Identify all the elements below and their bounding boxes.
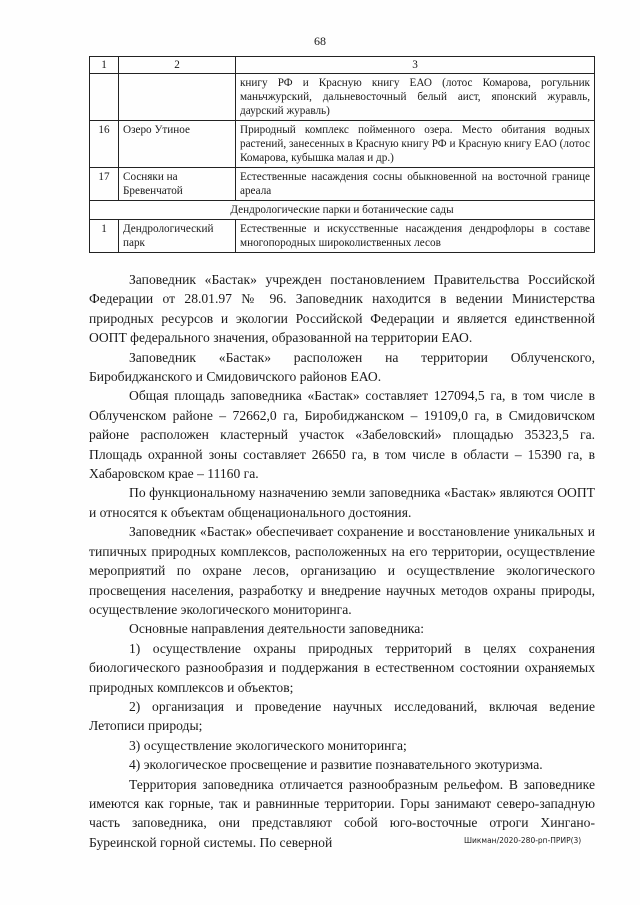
page-number: 68 (314, 34, 326, 48)
row-name: Озеро Утиное (119, 121, 236, 168)
header-col-2: 2 (119, 57, 236, 74)
row-number: 16 (90, 121, 119, 168)
table-row (90, 220, 595, 253)
section-row (90, 201, 595, 220)
row-number: 17 (90, 168, 119, 201)
paragraph: Общая площадь заповедника «Бастак» составляет 127094,5 га, в том числе в Облученском районе – 72662,0 га, Биробиджанском – 19109,0 га, в Смидовичском районе расположен кластерный участок «Забеловский» площадью 35323,5 га. Площадь охранной зоны составляет 26650 га, в том числе в области – 15390 га, в Хабаровском крае – 11160 га. (89, 388, 595, 482)
paragraph: Основные направления деятельности заповедника: (129, 621, 425, 637)
table-row (90, 121, 595, 168)
list-item: 3) осуществление экологического мониторинга; (129, 737, 407, 753)
section-title: Дендрологические парки и ботанические сады (90, 201, 595, 220)
row-number: 1 (90, 220, 119, 253)
body-text (89, 270, 595, 852)
row-description: Природный комплекс пойменного озера. Место обитания водных растений, занесенных в Красную книгу РФ и Красную книгу ЕАО (лотос Комарова, кубышка малая и др.) (236, 121, 595, 168)
header-col-1: 1 (90, 57, 119, 74)
continuation-cell: книгу РФ и Красную книгу ЕАО (лотос Комарова, рогульник маньчжурский, дальневосточный белый аист, японский журавль, даурский журавль) (236, 74, 595, 121)
list-item: 4) экологическое просвещение и развитие познавательного экотуризма. (129, 757, 543, 773)
row-description: Естественные насаждения сосны обыкновенной на восточной границе ареала (236, 168, 595, 201)
list-item: 1) осуществление охраны природных территорий в целях сохранения биологического разнообразия и поддержания в естественном состоянии охраняемых природных комплексов и объектов; (89, 640, 595, 695)
table-row (90, 168, 595, 201)
paragraph: Заповедник «Бастак» обеспечивает сохранение и восстановление уникальных и типичных природных комплексов, расположенных на его территории, осуществление мероприятий по охране лесов, организацию и осуществление экологического просвещения населения, разработку и внедрение научных методов охраны природы, осуществление экологического мониторинга. (89, 524, 595, 617)
header-col-3: 3 (236, 57, 595, 74)
row-description: Естественные и искусственные насаждения дендрофлоры в составе многопородных широколиственных лесов (236, 220, 595, 253)
document-code: Шикман/2020-280-рп-ПРИР(3) (464, 836, 582, 845)
paragraph: Территория заповедника отличается разнообразным рельефом. В заповеднике имеются как горные, так и равнинные территории. Горы занимают северо-западную часть заповедника, они представляют собой юго-восточные отроги Хингано-Буреинской горной системы. По северной (89, 776, 595, 850)
table-row (90, 74, 595, 121)
table-header-row (90, 57, 595, 74)
paragraph: Заповедник «Бастак» учрежден постановлением Правительства Российской Федерации от 28.01.97 № 96. Заповедник находится в ведении Министерства природных ресурсов и экологии Российской Федерации и является единственной ООПТ федерального значения, образованной на территории ЕАО. (89, 272, 595, 346)
protected-areas-table (89, 56, 595, 253)
paragraph: Заповедник «Бастак» расположен на территории Облученского, Биробиджанского и Смидовичского районов ЕАО. (89, 349, 595, 385)
list-item: 2) организация и проведение научных исследований, включая ведение Летописи природы; (89, 698, 595, 734)
paragraph: По функциональному назначению земли заповедника «Бастак» являются ООПТ и относятся к объектам общенационального достояния. (89, 485, 595, 520)
row-name: Сосняки на Бревенчатой (119, 168, 236, 201)
row-name: Дендрологический парк (119, 220, 236, 253)
